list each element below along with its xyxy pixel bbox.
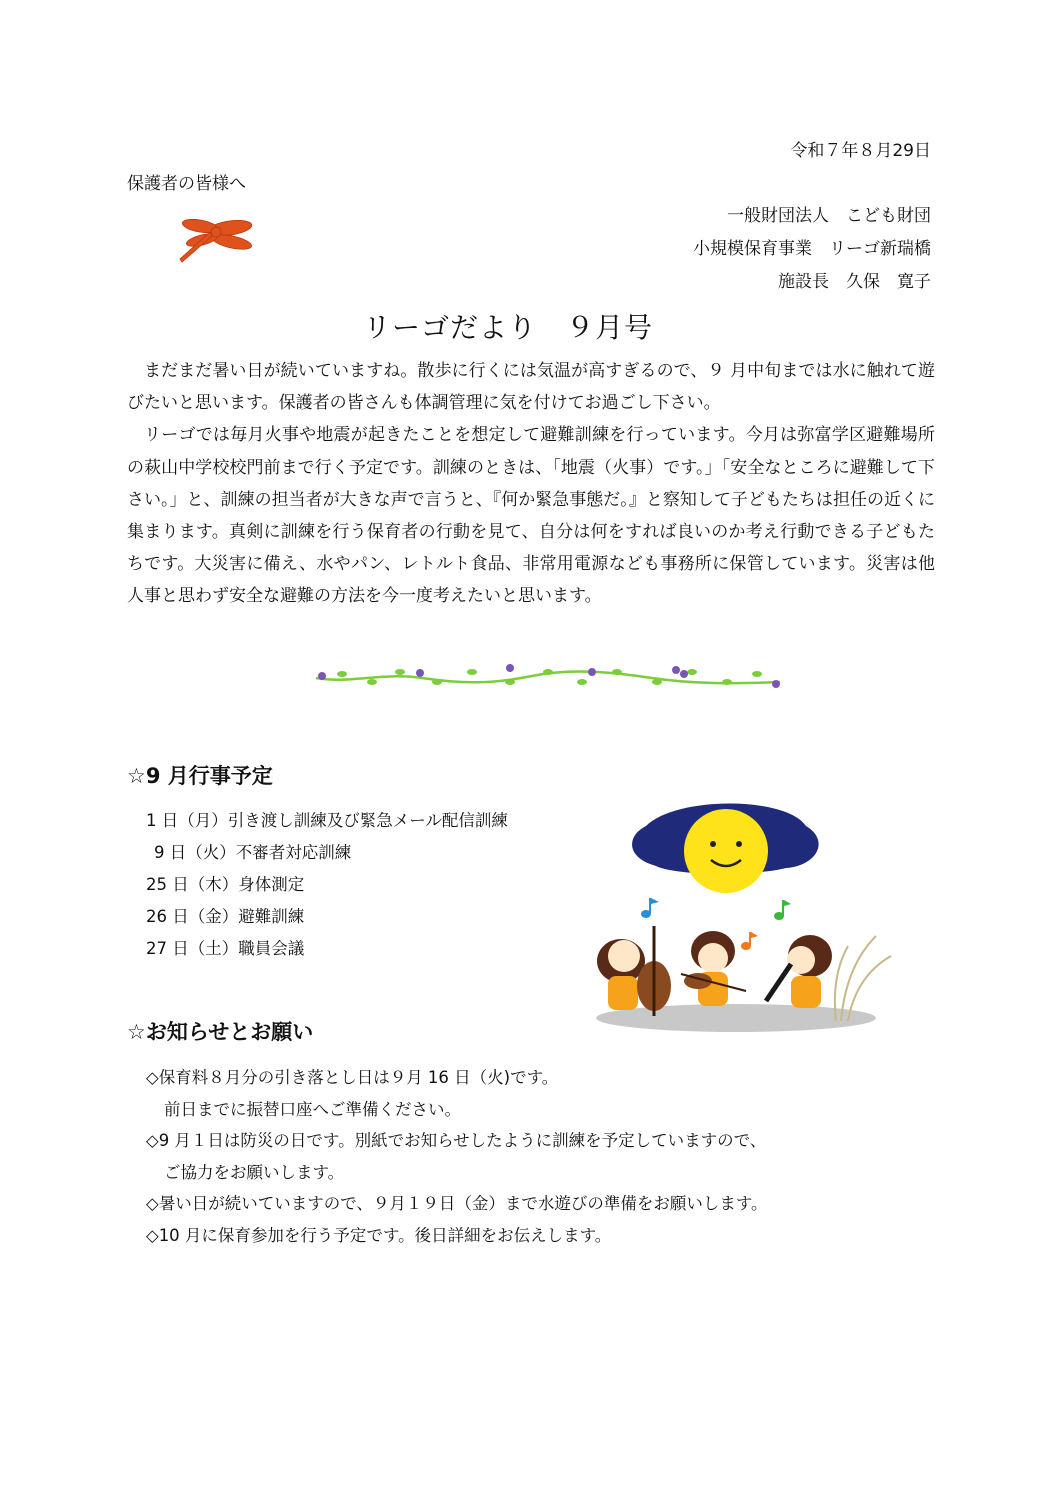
notice-item <box>146 1125 906 1188</box>
recipient-line: 保護者の皆様へ <box>127 174 246 194</box>
events-heading: ☆9 月行事予定 <box>127 764 273 788</box>
notice-item <box>146 1062 906 1125</box>
newsletter-title: リーゴだより ９月号 <box>362 311 653 344</box>
event-item: 9 日（火）不審者対応訓練 <box>154 843 352 862</box>
sender-facility: 小規模保育事業 リーゴ新瑞橋 <box>693 239 931 259</box>
sender-organization: 一般財団法人 こども財団 <box>727 206 931 226</box>
notice-line: ◇9 月１日は防災の日です。別紙でお知らせしたように訓練を予定していますので、 <box>146 1131 767 1150</box>
dragonfly-illustration <box>172 212 262 268</box>
moon-concert-illustration <box>586 796 896 1032</box>
event-item: 1 日（月）引き渡し訓練及び緊急メール配信訓練 <box>146 811 508 830</box>
notice-line-continued: ご協力をお願いします。 <box>164 1162 345 1182</box>
sender-block <box>693 200 931 299</box>
notices-heading: ☆お知らせとお願い <box>127 1020 314 1044</box>
document-date: 令和７年８月29日 <box>790 141 931 161</box>
notice-item <box>146 1188 906 1220</box>
notice-line: ◇10 月に保育参加を行う予定です。後日詳細をお伝えします。 <box>146 1225 612 1245</box>
notice-line: ◇保育料８月分の引き落とし日は９月 16 日（火)です。 <box>146 1068 559 1087</box>
notice-line: ◇暑い日が続いていますので、９月１９日（金）まで水遊びの準備をお願いします。 <box>146 1194 768 1213</box>
notices-list <box>146 1062 906 1251</box>
events-list <box>146 805 508 965</box>
body-paragraph-drill: リーゴでは毎月火事や地震が起きたことを想定して避難訓練を行っています。今月は弥富学区避難場所の萩山中学校校門前まで行く予定です。訓練のときは、「地震（火事）です。」「安全なところに避難して下さい。」と、訓練の担当者が大きな声で言うと、『何か緊急事態だ。』と察知して子どもたちは担任の近くに集まります。真剣に訓練を行う保育者の行動を見て、自分は何をすれば良いのか考え行動できる子どもたちです。大災害に備え、水やパン、レトルト食品、非常用電源なども事務所に保管しています。災害は他人事と思わず安全な避難の方法を今一度考えたいと思います。 <box>127 425 935 607</box>
notice-item <box>146 1220 906 1252</box>
body-text <box>127 355 935 613</box>
event-item: 27 日（土）職員会議 <box>146 939 305 958</box>
sender-director: 施設長 久保 寛子 <box>778 272 931 292</box>
body-paragraph-weather: まだまだ暑い日が続いていますね。散歩に行くには気温が高すぎるので、９ 月中旬までは水に触れて遊びたいと思います。保護者の皆さんも体調管理に気を付けてお過ごし下さい。 <box>127 361 935 414</box>
vine-divider-illustration <box>312 660 784 694</box>
event-item: 25 日（木）身体測定 <box>146 875 305 894</box>
notice-line-continued: 前日までに振替口座へご準備ください。 <box>164 1099 461 1119</box>
event-item: 26 日（金）避難訓練 <box>146 907 305 926</box>
